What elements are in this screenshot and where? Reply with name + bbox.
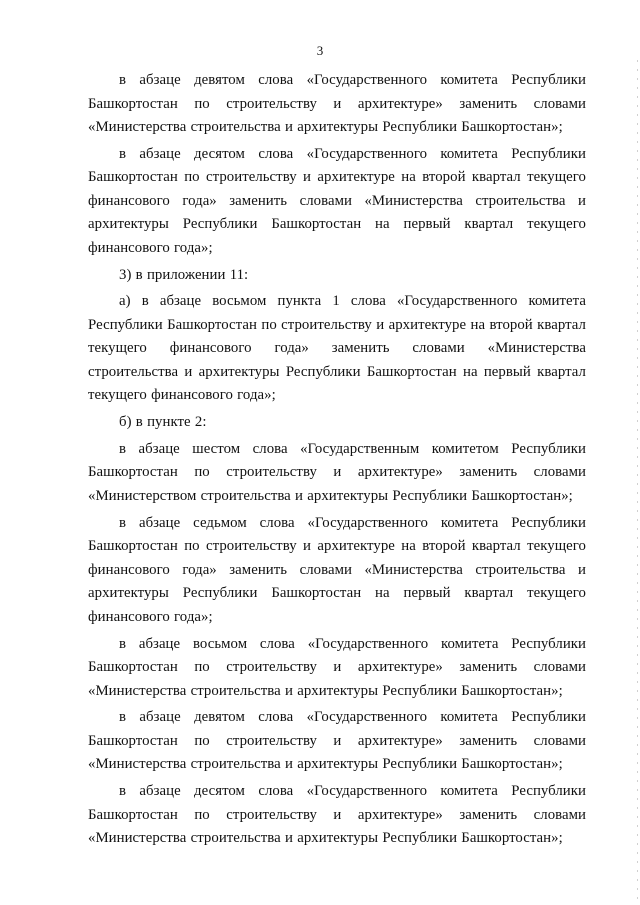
paragraph-6: в абзаце шестом слова «Государственным комитетом Республики Башкортостан по строительству и архитектуре» заменить словами «Министерством строительства и архитектуры Республики Башкортостан»; xyxy=(88,440,586,504)
paragraph-1: в абзаце девятом слова «Государственного комитета Республики Башкортостан по строительству и архитектуре» заменить словами «Министерства строительства и архитектуры Республики Башкортостан»; xyxy=(88,72,586,135)
paragraph-8: в абзаце восьмом слова «Государственного комитета Республики Башкортостан по строительству и архитектуре» заменить словами «Министерства строительства и архитектуры Республики Башкортостан»; xyxy=(88,635,586,699)
paragraph-2: в абзаце десятом слова «Государственного комитета Республики Башкортостан по строительству и архитектуре на второй квартал текущего финансового года» заменить словами «Министерства строительства и архитектуры Республики Башкортостан на первый квартал текущего финансового года»; xyxy=(88,145,586,256)
scan-edge-artifact xyxy=(637,60,638,900)
paragraph-10: в абзаце десятом слова «Государственного комитета Республики Башкортостан по строительству и архитектуре» заменить словами «Министерства строительства и архитектуры Республики Башкортостан»; xyxy=(88,783,586,847)
paragraph-7: в абзаце седьмом слова «Государственного комитета Республики Башкортостан по строительству и архитектуре на второй квартал текущего финансового года» заменить словами «Министерства строительства и архитектуры Республики Башкортостан на первый квартал текущего финансового года»; xyxy=(88,514,586,625)
paragraph-9: в абзаце девятом слова «Государственного комитета Республики Башкортостан по строительству и архитектуре» заменить словами «Министерства строительства и архитектуры Республики Башкортостан»; xyxy=(88,709,586,773)
paragraph-4: а) в абзаце восьмом пункта 1 слова «Государственного комитета Республики Башкортостан по строительству и архитектуре на второй квартал текущего финансового года» заменить словами «Министерства строительства и архитектуры Республики Башкортостан на первый квартал текущего финансового года»; xyxy=(88,293,586,404)
page-number: 3 xyxy=(316,43,324,58)
paragraph-3: 3) в приложении 11: xyxy=(119,266,249,283)
paragraph-5: б) в пункте 2: xyxy=(119,414,207,431)
document-body xyxy=(88,69,586,854)
